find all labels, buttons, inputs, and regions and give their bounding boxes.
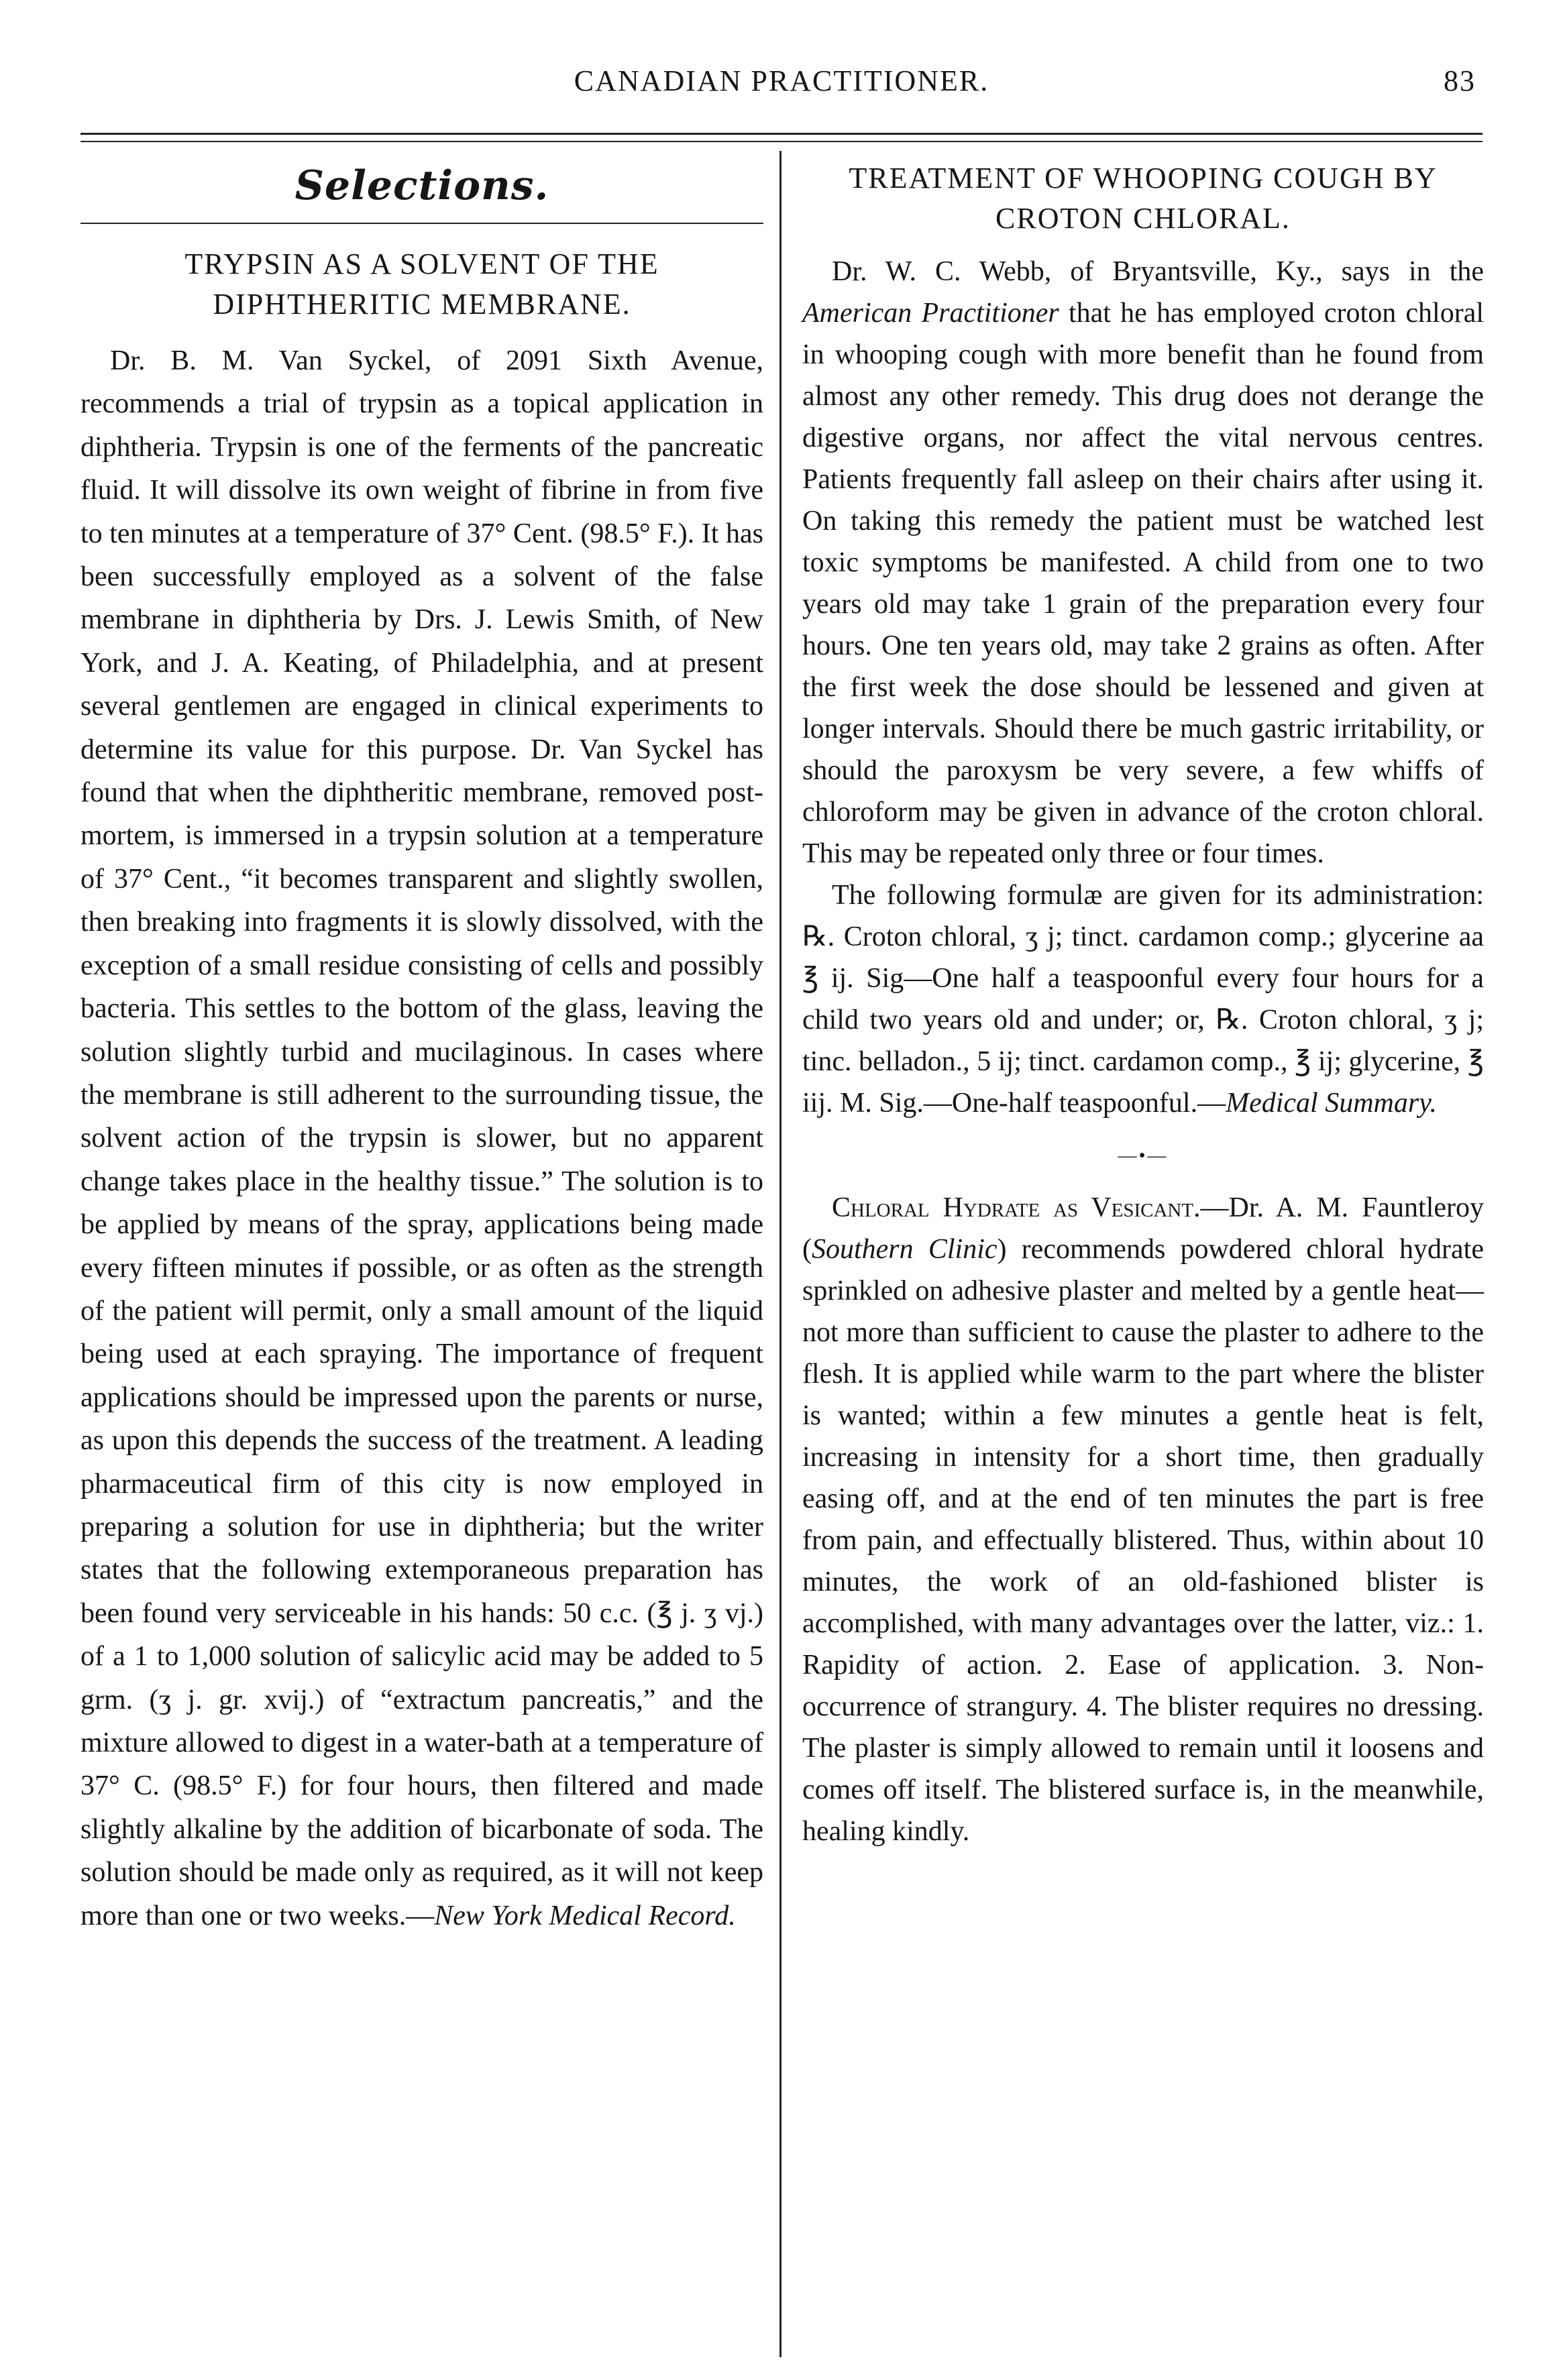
article-body-trypsin	[80, 339, 763, 1937]
column-divider	[779, 151, 782, 2357]
section-heading: Selections.	[294, 162, 549, 209]
page-header	[74, 64, 1489, 111]
chloral-hydrate-heading: Chloral Hydrate as Vesicant.	[832, 1192, 1201, 1223]
chloral-body-a: —Dr. A. M. Fauntleroy (	[802, 1192, 1484, 1265]
whooping-body-b: that he has employed croton chloral in whooping cough with more benefit than he found from almost any other remedy. This drug does not derange the digestive organs, nor affect the vital nervous centres. Patients frequently fall asleep on their chairs after using it. On taking this remedy the patient must be watched lest toxic symptoms be manifested. A child from one to two years old may take 1 grain of the preparation every four hours. One ten years old, may take 2 grains as often. After the first week the dose should be lessened and given at longer intervals. Should there be much gastric irritability, or should the paroxysm be very severe, a few whiffs of chloroform may be given in advance of the croton chloral. This may be repeated only three or four times.	[802, 298, 1484, 869]
section-rule	[80, 223, 763, 224]
trypsin-body-text: Dr. B. M. Van Syckel, of 2091 Sixth Avenue, recommends a trial of trypsin as a topical application in diphtheria. Trypsin is one of the ferments of the pancreatic fluid. It will dissolve its own weight of fibrine in from five to ten minutes at a temperature of 37° Cent. (98.5° F.). It has been successfully employed as a solvent of the false membrane in diphtheria by Drs. J. Lewis Smith, of New York, and J. A. Keating, of Philadelphia, and at present several gentlemen are engaged in clinical experiments to determine its value for this purpose. Dr. Van Syckel has found that when the diphtheritic membrane, removed post-mortem, is immersed in a trypsin solution at a temperature of 37° Cent., “it becomes transparent and slightly swollen, then breaking into fragments it is slowly dissolved, with the exception of a small residue consisting of cells and possibly bacteria. This settles to the bottom of the glass, leaving the solution slightly turbid and mucilaginous. In cases where the membrane is still adherent to the surrounding tissue, the solvent action of the trypsin is slower, but no apparent change takes place in the healthy tissue.” The solution is to be applied by means of the spray, applications being made every fifteen minutes if possible, or as often as the strength of the patient will permit, only a small amount of the liquid being used at each spraying. The importance of frequent applications should be impressed upon the parents or nurse, as upon this depends the success of the treatment. A leading pharmaceutical firm of this city is now employed in preparing a solution for use in diphtheria; but the writer states that the following extemporaneous preparation has been found very serviceable in his hands: 50 c.c. (℥ j. ʒ vj.) of a 1 to 1,000 solution of salicylic acid may be added to 5 grm. (ʒ j. gr. xvij.) of “extractum pancreatis,” and the mixture allowed to digest in a water-bath at a temperature of 37° C. (98.5° F.) for four hours, then filtered and made slightly alkaline by the addition of bicarbonate of soda. The solution should be made only as required, as it will not keep more than one or two weeks.—	[80, 345, 763, 1931]
whooping-body-a: Dr. W. C. Webb, of Bryantsville, Ky., says in the	[832, 256, 1484, 287]
journal-american-practitioner: American Practitioner	[802, 298, 1059, 329]
article-separator: —•—	[1118, 1145, 1169, 1166]
left-column	[80, 158, 763, 1937]
header-rule	[80, 133, 1483, 135]
running-title: CANADIAN PRACTITIONER.	[574, 64, 989, 97]
chloral-body-b: ) recommends powdered chloral hydrate sprinkled on adhesive plaster and melted by a gentle heat—not more than sufficient to cause the plaster to adhere to the flesh. It is applied while warm to the part where the blister is wanted; within a few minutes a gentle heat is felt, increasing in intensity for a short time, then gradually easing off, and at the end of ten minutes the part is free from pain, and effectually blistered. Thus, within about 10 minutes, the work of an old-fashioned blister is accomplished, with many advantages over the latter, viz.: 1. Rapidity of action. 2. Ease of application. 3. Non-occurrence of strangury. 4. The blister requires no dressing. The plaster is simply allowed to remain until it loosens and comes off itself. The blistered surface is, in the meanwhile, healing kindly.	[802, 1234, 1484, 1847]
article-body-chloral-hydrate	[802, 1187, 1484, 1852]
formulae-text: The following formulæ are given for its administration: ℞. Croton chloral, ʒ j; tinct. cardamon comp.; glycerine aa ℥ ij. Sig—One half a teaspoonful every four hours for a child two years old and under; or, ℞. Croton chloral, ʒ j; tinc. belladon., 5 ij; tinct. cardamon comp., ℥ ij; glycerine, ℥ iij. M. Sig.—One-half teaspoonful.—	[802, 880, 1484, 1119]
article-title-trypsin: TRYPSIN AS A SOLVENT OF THE DIPHTHERITIC MEMBRANE.	[184, 247, 659, 321]
journal-southern-clinic: Southern Clinic	[812, 1234, 998, 1265]
article-body-whooping-cough	[802, 251, 1484, 874]
right-column	[802, 158, 1484, 1852]
header-rule-thin	[80, 141, 1483, 142]
formulae-source: Medical Summary.	[1226, 1088, 1438, 1119]
page-number: 83	[1444, 64, 1476, 97]
trypsin-source: New York Medical Record.	[434, 1900, 736, 1931]
article-body-formulae	[802, 874, 1484, 1124]
article-title-whooping-cough: TREATMENT OF WHOOPING COUGH BY CROTON CHLORAL.	[849, 162, 1438, 235]
